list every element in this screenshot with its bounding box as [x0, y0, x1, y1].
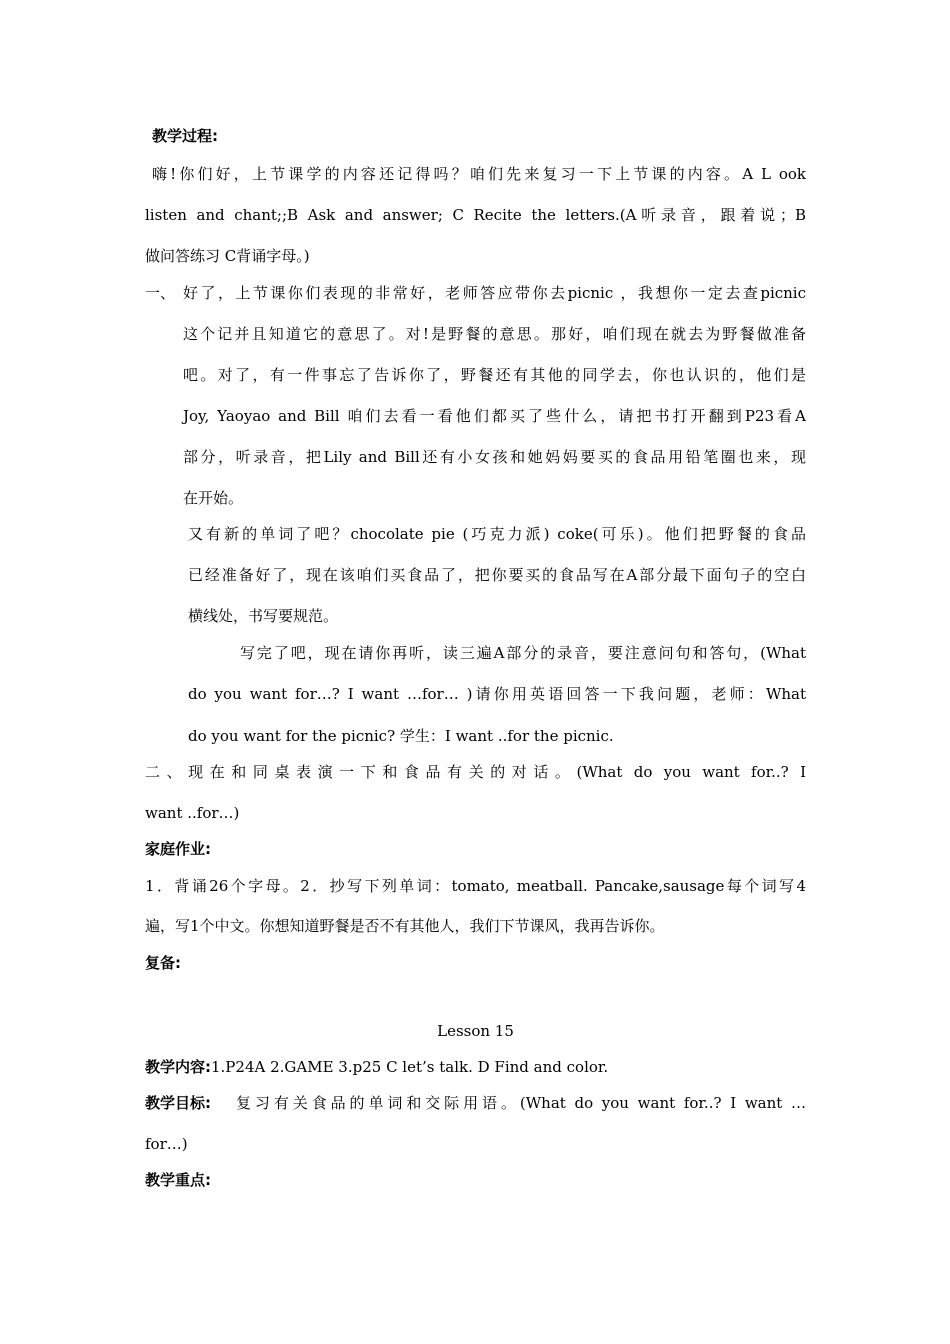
homework-line-1: 1．背诵26个字母。2．抄写下列单词：tomato, meatball. Pancake,sausage每个词写4	[145, 877, 806, 895]
review-heading: 复备:	[145, 954, 181, 972]
item1-para2-line-2: 已经准备好了，现在该咱们买食品了，把你要买的食品写在A部分最下面句子的空白	[188, 566, 806, 584]
lesson-title: Lesson 15	[437, 1022, 514, 1040]
homework-line-2: 遍，写1个中文。你想知道野餐是否不有其他人，我们下节课风，我再告诉你。	[145, 917, 665, 935]
item1-line-1: 好了，上节课你们表现的非常好，老师答应带你去picnic ，我想你一定去查picnic	[183, 284, 806, 302]
item1-line-4: Joy, Yaoyao and Bill 咱们去看一看他们都买了些什么，请把书打开翻到P23看A	[183, 407, 806, 425]
item1-line-5: 部分，听录音，把Lily and Bill还有小女孩和她妈妈要买的食品用铅笔圈也来，现	[183, 448, 806, 466]
lesson-goal-label: 教学目标:	[145, 1094, 211, 1112]
lesson-content-value: 1.P24A 2.GAME 3.p25 C let’s talk. D Find and color.	[211, 1058, 609, 1076]
intro-line-2: listen and chant;;B Ask and answer; C Recite the letters.(A听录音，跟着说；B	[145, 206, 806, 224]
item1-para3-line-3: do you want for the picnic? 学生：I want ..for the picnic.	[188, 727, 614, 745]
item1-line-2: 这个记并且知道它的意思了。对!是野餐的意思。那好，咱们现在就去为野餐做准备	[183, 325, 806, 343]
lesson-goal-line-2: for…)	[145, 1135, 188, 1153]
process-heading: 教学过程:	[152, 127, 218, 145]
intro-line-3: 做问答练习 C背诵字母。)	[145, 247, 310, 265]
lesson-content-label: 教学内容:	[145, 1058, 211, 1076]
lesson-goal-line-1: 复习有关食品的单词和交际用语。(What do you want for..? I want …	[236, 1094, 806, 1112]
item1-para3-line-2: do you want for…? I want …for… )请你用英语回答一下我问题，老师：What	[188, 685, 806, 703]
item2-line-1: 二、现在和同桌表演一下和食品有关的对话。(What do you want for..? I	[145, 763, 806, 781]
lesson-focus-label: 教学重点:	[145, 1171, 211, 1189]
homework-heading: 家庭作业:	[145, 840, 211, 858]
lesson-content-row	[145, 1057, 608, 1077]
item1-line-3: 吧。对了，有一件事忘了告诉你了，野餐还有其他的同学去，你也认识的，他们是	[183, 366, 806, 384]
item1-para2-line-1: 又有新的单词了吧？chocolate pie (巧克力派) coke(可乐)。他们把野餐的食品	[188, 525, 806, 543]
item1-line-6: 在开始。	[183, 489, 244, 507]
item1-para2-line-3: 横线处，书写要规范。	[188, 607, 339, 625]
intro-line-1: 嗨!你们好，上节课学的内容还记得吗？咱们先来复习一下上节课的内容。A L ook	[152, 165, 806, 183]
item1-marker: 一、	[145, 284, 176, 302]
item1-para3-line-1: 写完了吧，现在请你再听，读三遍A部分的录音，要注意问句和答句，(What	[240, 644, 806, 662]
item2-line-2: want ..for…)	[145, 804, 240, 822]
